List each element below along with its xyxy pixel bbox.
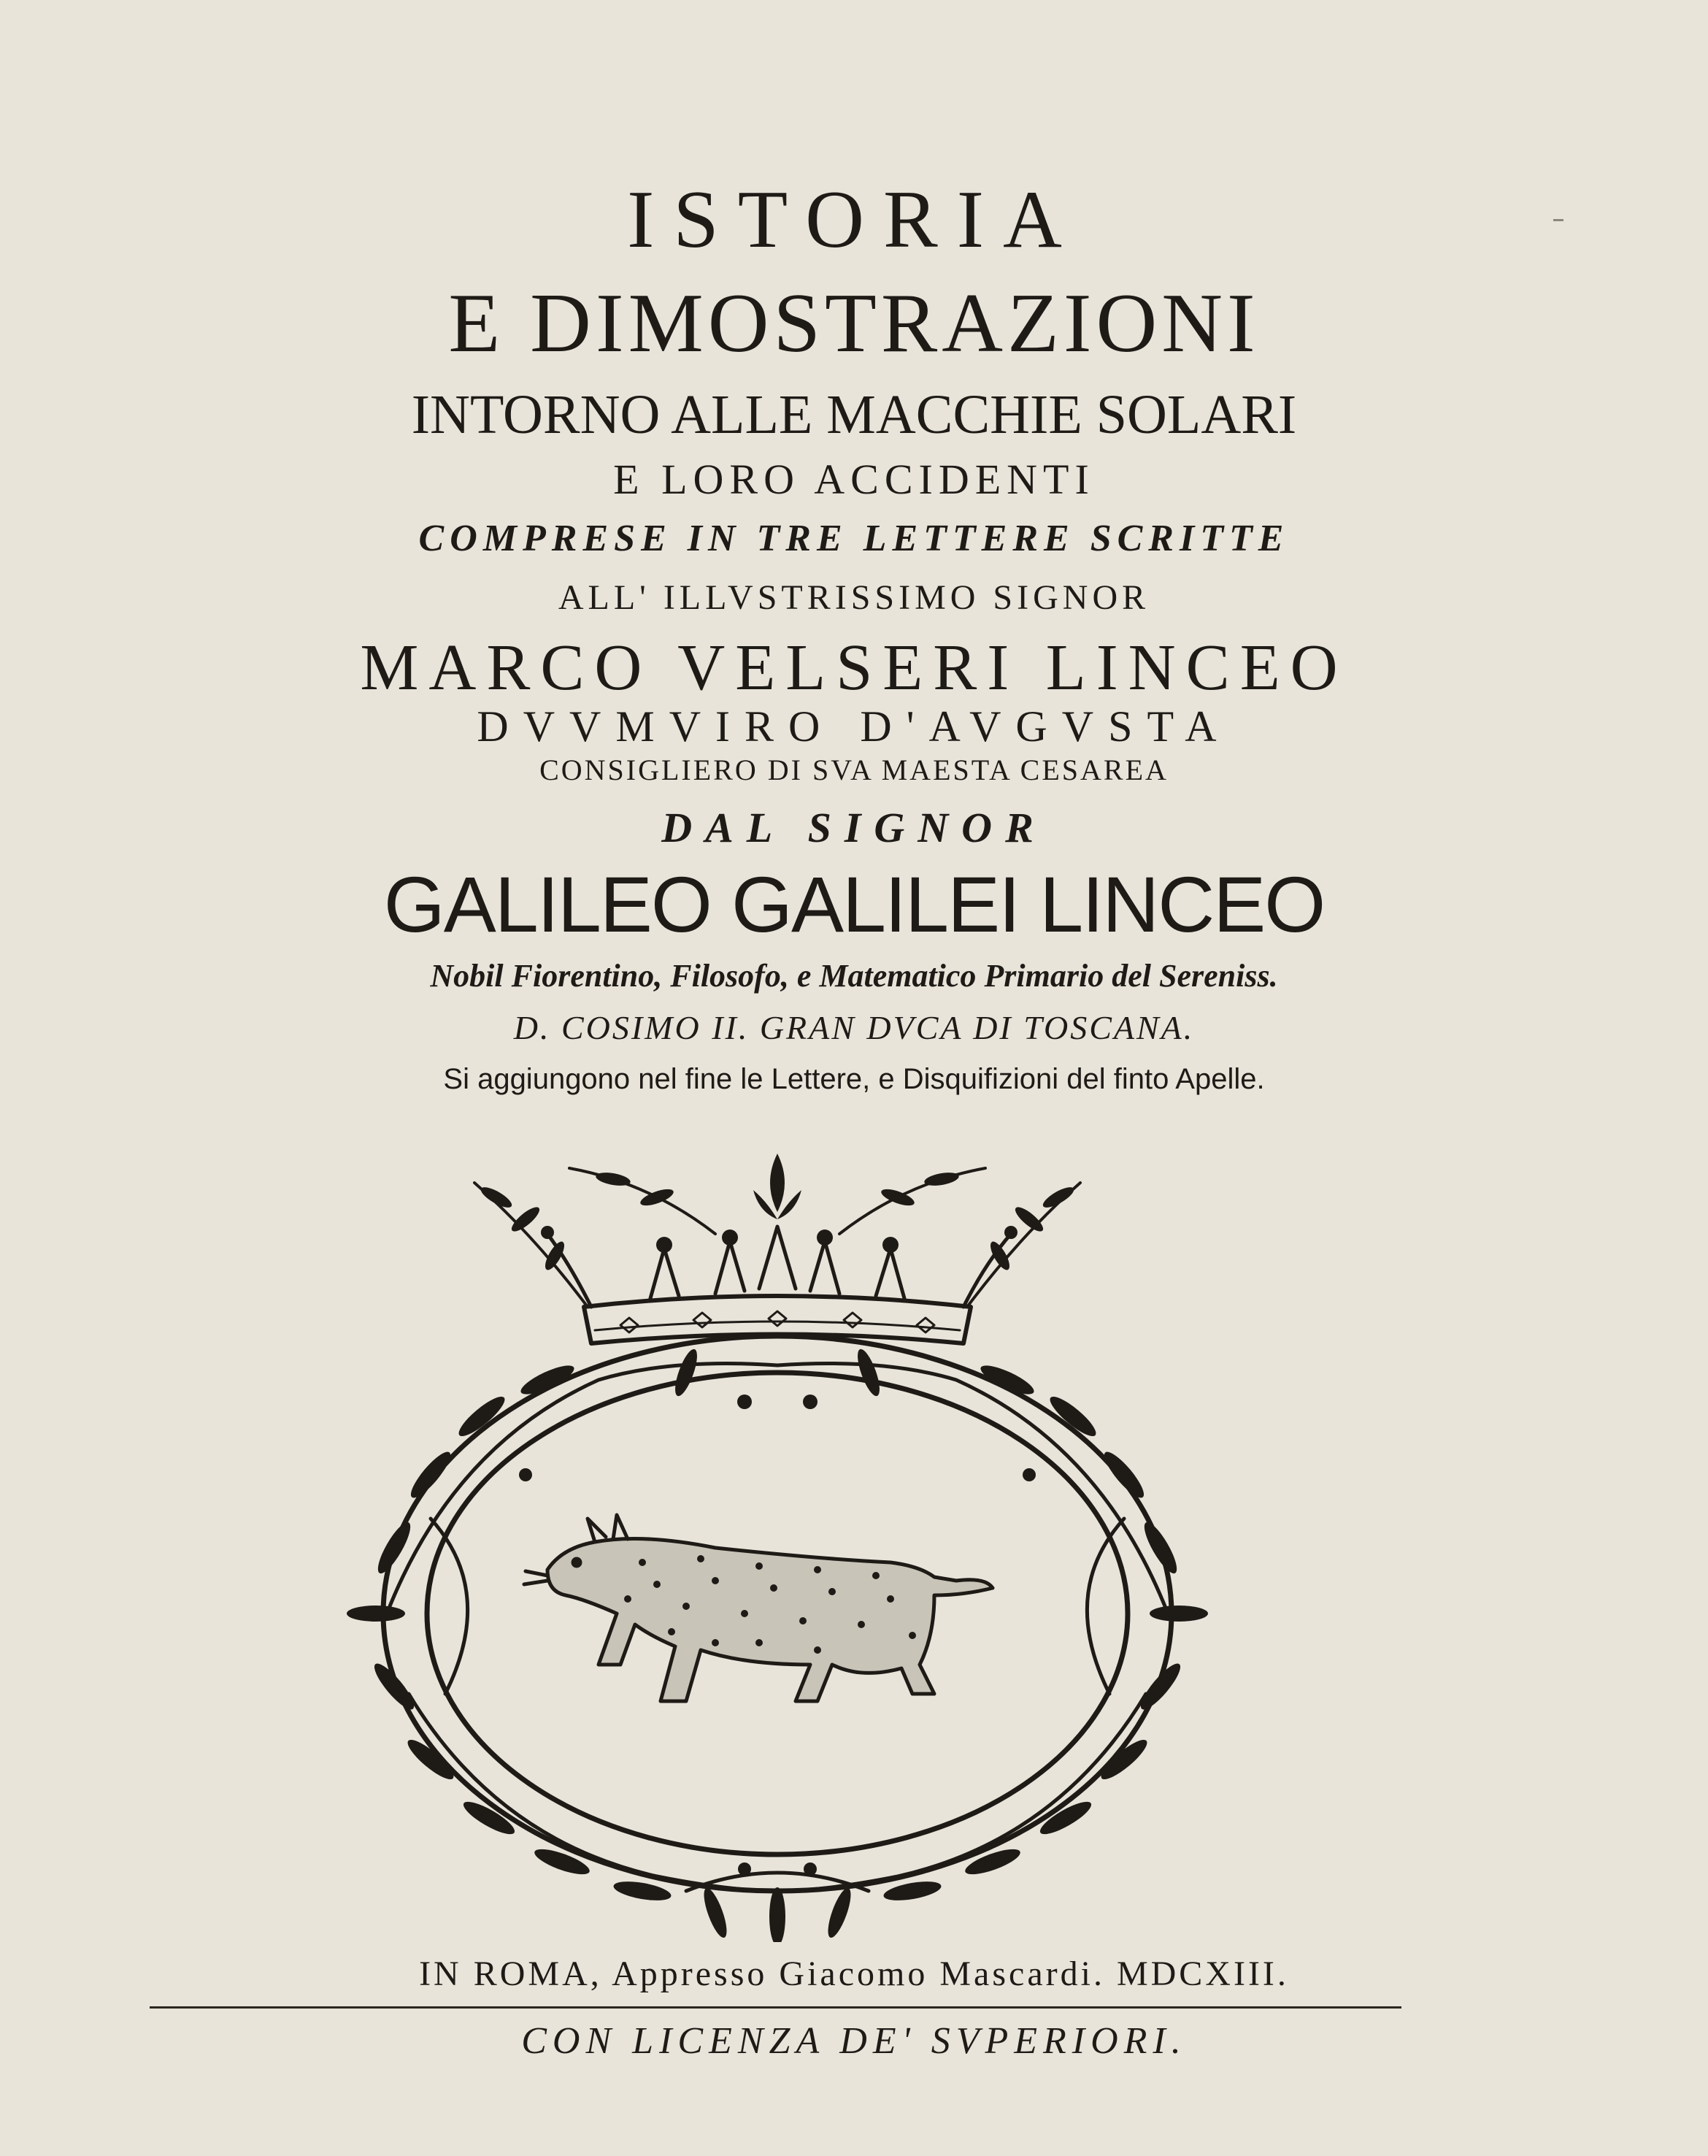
author-name: GALILEO GALILEI LINCEO (383, 860, 1325, 948)
appendix-note: Si aggiungono nel fine le Lettere, e Disquifizioni del finto Apelle. (443, 1063, 1265, 1095)
dedicatee-name: MARCO VELSERI LINCEO (360, 632, 1348, 704)
license-line: CON LICENZA DE' SVPERIORI. (521, 2020, 1187, 2062)
subtitle-accidenti: E LORO ACCIDENTI (613, 456, 1095, 503)
crowned-lynx-wreath-emblem-icon (307, 1139, 1248, 1942)
subtitle-macchie-solari: INTORNO ALLE MACCHIE SOLARI (411, 384, 1297, 445)
dedication-signor: ALL' ILLVSTRISSIMO SIGNOR (558, 578, 1150, 617)
imprint-rule (150, 2006, 1401, 2009)
patron-name: D. COSIMO II. GRAN DVCA DI TOSCANA. (513, 1009, 1195, 1046)
title-dimostrazioni: E DIMOSTRAZIONI (448, 277, 1260, 370)
subtitle-tre-lettere: COMPRESE IN TRE LETTERE SCRITTE (418, 518, 1290, 559)
imprint-line: IN ROMA, Appresso Giacomo Mascardi. MDCXIII. (419, 1954, 1289, 1993)
dedicatee-office: CONSIGLIERO DI SVA MAESTA CESAREA (539, 753, 1169, 786)
author-description: Nobil Fiorentino, Filosofo, e Matematico Primario del Sereniss. (430, 958, 1278, 994)
dedicatee-title: DVVMVIRO D'AVGVSTA (477, 702, 1231, 751)
author-intro: DAL SIGNOR (661, 804, 1047, 851)
title-istoria: ISTORIA (627, 174, 1081, 265)
